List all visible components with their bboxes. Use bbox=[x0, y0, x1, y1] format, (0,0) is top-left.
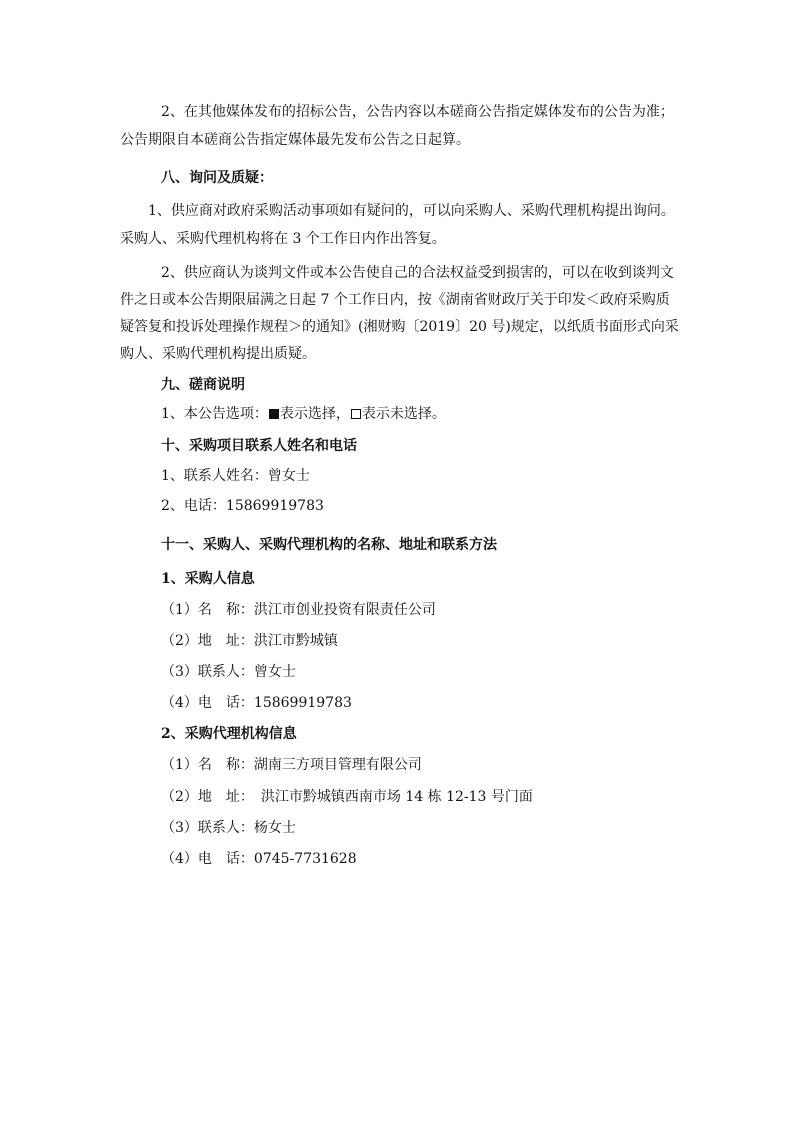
section11-heading: 十一、采购人、采购代理机构的名称、地址和联系方法 bbox=[161, 537, 497, 553]
s9-item1-prefix: 1、本公告选项： bbox=[161, 406, 268, 422]
s9-item1-mid: 表示选择， bbox=[279, 406, 350, 422]
purchaser-name: （1）名 称：洪江市创业投资有限责任公司 bbox=[161, 602, 436, 618]
section8-heading: 八、询问及质疑： bbox=[161, 170, 273, 186]
filled-square-icon bbox=[269, 409, 279, 419]
section10-heading: 十、采购项目联系人姓名和电话 bbox=[161, 438, 357, 454]
s8-item2-line3: 疑答复和投诉处理操作规程＞的通知》(湘财购〔2019〕20 号)规定，以纸质书面形式向采 bbox=[120, 319, 679, 335]
s9-item1 bbox=[161, 404, 446, 424]
s7-item2-line2: 公告期限自本磋商公告指定媒体最先发布公告之日起算。 bbox=[120, 132, 470, 148]
s8-item1-line2: 采购人、采购代理机构将在 3 个工作日内作出答复。 bbox=[120, 231, 446, 247]
s7-item2-line1: 2、在其他媒体发布的招标公告，公告内容以本磋商公告指定媒体发布的公告为准； bbox=[161, 104, 674, 120]
purchaser-address: （2）地 址：洪江市黔城镇 bbox=[161, 633, 338, 649]
s8-item2-line4: 购人、采购代理机构提出质疑。 bbox=[120, 346, 316, 362]
s8-item1-line1: 1、供应商对政府采购活动事项如有疑问的，可以向采购人、采购代理机构提出询问。 bbox=[148, 203, 675, 219]
s10-phone: 2、电话：15869919783 bbox=[161, 498, 324, 514]
s8-item2-line1: 2、供应商认为谈判文件或本公告使自己的合法权益受到损害的，可以在收到谈判文 bbox=[161, 265, 674, 281]
s8-item2-line2: 件之日或本公告期限届满之日起 7 个工作日内，按《湖南省财政厅关于印发＜政府采购质 bbox=[120, 292, 670, 308]
s9-item1-suffix: 表示未选择。 bbox=[361, 406, 446, 422]
agency-contact: （3）联系人：杨女士 bbox=[161, 820, 296, 836]
purchaser-info-heading: 1、采购人信息 bbox=[161, 571, 255, 587]
s10-contact: 1、联系人姓名：曾女士 bbox=[161, 468, 310, 484]
agency-address: （2）地 址： 洪江市黔城镇西南市场 14 栋 12-13 号门面 bbox=[161, 789, 533, 805]
purchaser-phone: （4）电 话：15869919783 bbox=[161, 695, 352, 711]
agency-phone: （4）电 话：0745-7731628 bbox=[161, 851, 357, 867]
agency-name: （1）名 称：湖南三方项目管理有限公司 bbox=[161, 757, 422, 773]
agency-info-heading: 2、采购代理机构信息 bbox=[161, 726, 297, 742]
purchaser-contact: （3）联系人：曾女士 bbox=[161, 664, 296, 680]
section9-heading: 九、磋商说明 bbox=[161, 377, 245, 393]
empty-square-icon bbox=[351, 409, 361, 419]
